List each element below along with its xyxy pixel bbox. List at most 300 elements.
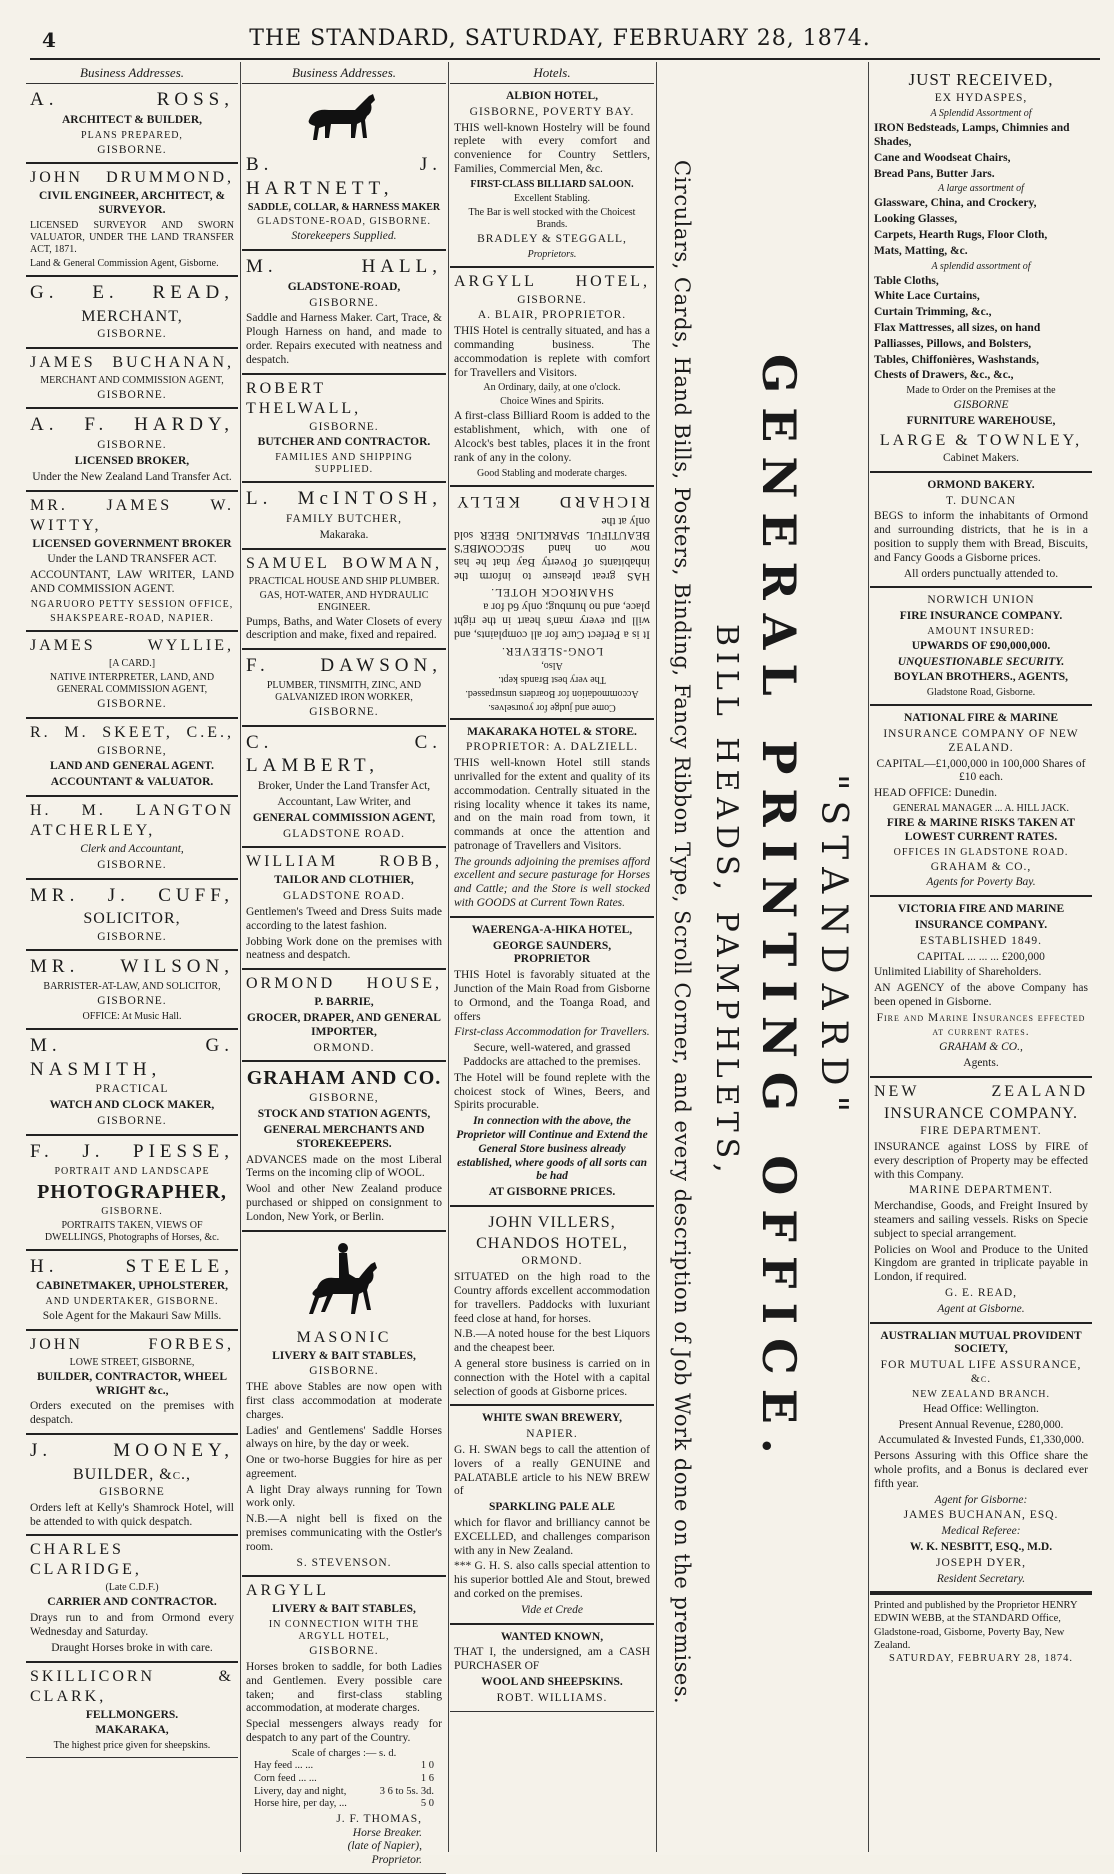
ad-line: SHAKSPEARE-ROAD, NAPIER.: [50, 612, 214, 624]
column-business-addresses-2: [242, 64, 446, 1867]
ad-line: GISBORNE.: [97, 697, 167, 710]
ad-line: It is a Perfect Cure for all complaints, and will put every man's heart in the right place, and no humbug; only 6d for a: [454, 601, 650, 641]
ad-line: LIVERY & BAIT STABLES,: [272, 1603, 416, 1616]
ad-title: RICHARD KELLY: [454, 492, 650, 510]
ad-line: AND UNDERTAKER, GISBORNE.: [45, 1296, 219, 1308]
ad-line: Pumps, Baths, and Water Closets of every description and make, fixed and repaired.: [246, 615, 442, 642]
ad-line: INSURANCE COMPANY.: [914, 919, 1048, 932]
advertisement: [450, 720, 654, 918]
ad-line: FAMILIES AND SHIPPING SUPPLIED.: [275, 452, 413, 476]
ad-title: ORMOND BAKERY.: [927, 478, 1035, 491]
ad-line: GISBORNE.: [517, 293, 587, 306]
ad-line: N.B.—A noted house for the best Liquors and the cheapest beer.: [454, 1328, 650, 1355]
advertisement: [26, 409, 238, 491]
ad-title: F. DAWSON,: [246, 655, 442, 677]
bill-heads-line: BILL HEADS, PAMPHLETS,: [709, 624, 744, 1179]
ad-title: CHARLES CLARIDGE,: [30, 1541, 142, 1579]
advertisement: [242, 848, 446, 970]
column-business-addresses-1: [26, 64, 238, 1850]
ad-line: Makaraka.: [319, 528, 369, 541]
ad-line: Agent for Gisborne:: [934, 1493, 1028, 1506]
ad-line: INSURANCE COMPANY.: [883, 1105, 1079, 1123]
ad-line: Under the New Zealand Land Transfer Act.: [32, 470, 232, 483]
ad-line: HEAD OFFICE: Dunedin.: [874, 787, 997, 800]
ad-line: GISBORNE, POVERTY BAY.: [469, 105, 635, 118]
ad-line: All orders punctually attended to.: [903, 567, 1059, 580]
advertisement: [450, 1406, 654, 1624]
ad-line: Tables, Chiffonières, Washstands,: [874, 353, 1039, 366]
imprint-date: SATURDAY, FEBRUARY 28, 1874.: [889, 1652, 1073, 1664]
printing-services-line: Circulars, Cards, Hand Bills, Posters, Binding, Fancy Ribbon Type, Scroll Corner, and every description of Job Work done on the premises.: [670, 160, 694, 1705]
ad-line: Jobbing Work done on the premises with neatness and despatch.: [246, 935, 442, 962]
ad-title: M. HALL,: [246, 256, 442, 278]
advertisement: [26, 880, 238, 952]
ad-line: WATCH AND CLOCK MAKER,: [49, 1099, 215, 1112]
ad-line: MERCHANT AND COMMISSION AGENT,: [40, 374, 224, 386]
ad-title: MR. WILSON,: [30, 956, 234, 978]
advertisement: [26, 277, 238, 349]
ad-line: GRAHAM & CO.,: [930, 860, 1032, 873]
ad-line: Choice Wines and Spirits.: [500, 396, 604, 408]
ad-title: JOHN DRUMMOND,: [30, 169, 234, 187]
ad-line: In connection with the above, the Proprietor will Continue and Extend the General Store business already established, where goods of all sorts can be had: [456, 1115, 648, 1183]
ad-line: Unlimited Liability of Shareholders.: [874, 966, 1042, 979]
rates-row: [254, 1786, 434, 1799]
ad-line: Drays run to and from Ormond every Wednesday and Saturday.: [30, 1612, 234, 1638]
ad-line: PORTRAIT AND LANDSCAPE: [54, 1165, 210, 1177]
ad-line: NATIVE INTERPRETER, LAND, AND GENERAL COMMISSION AGENT,: [49, 671, 215, 695]
ad-line: TAILOR AND CLOTHIER,: [274, 874, 414, 887]
signature-line: (late of Napier),: [347, 1840, 422, 1853]
ad-line: PROPRIETOR: A. DALZIELL.: [465, 741, 638, 754]
ad-line: Medical Referee:: [941, 1525, 1021, 1538]
rate-item: Hay feed ... ...: [254, 1760, 314, 1772]
ad-line: Persons Assuring with this Office share the whole profits, and a Bonus is declared ever fifth year.: [874, 1450, 1088, 1490]
ad-line: Ladies' and Gentlemens' Saddle Horses always on hire, by the day or week.: [246, 1424, 442, 1451]
ad-title: MR. JAMES W. WITTY,: [30, 496, 234, 534]
ad-line: Looking Glasses,: [874, 213, 958, 226]
rates-row: [254, 1798, 434, 1811]
ad-line: GISBORNE.: [101, 1205, 163, 1217]
ad-line: Made to Order on the Premises at the: [906, 385, 1056, 397]
ad-line: CAPITAL—£1,000,000 in 100,000 Shares of £10 each.: [876, 757, 1086, 784]
advertisement: [450, 487, 654, 720]
standard-title-line: "STANDARD": [813, 774, 854, 1123]
ad-line: HAS great pleasure to inform the inhabitants of Poverty Bay that he has now on hand SECCOMBE'S BEAUTIFUL SPARKLING BEER sold only at the: [454, 514, 650, 582]
ad-line: Palliasses, Pillows, and Bolsters,: [874, 337, 1032, 350]
ad-line: GISBORNE.: [97, 439, 167, 452]
ad-line: GISBORNE.: [309, 1645, 379, 1658]
ad-line: PRACTICAL HOUSE AND SHIP PLUMBER.: [248, 575, 440, 587]
ad-line: Orders left at Kelly's Shamrock Hotel, will be attended to with quick despatch.: [30, 1501, 234, 1528]
advertisement: [450, 1207, 654, 1406]
ad-title: WANTED KNOWN,: [500, 1630, 604, 1643]
ad-line: *** G. H. S. also calls special attention to his superior bottled Ale and Stout, brewed and corked on the premises.: [454, 1560, 650, 1600]
ad-line: THAT I, the undersigned, am a CASH PURCHASER OF: [454, 1646, 650, 1673]
ad-line: FELLMONGERS.: [85, 1708, 179, 1721]
ad-title: ARGYLL HOTEL,: [454, 272, 650, 290]
ad-line: The grounds adjoining the premises afford excellent and secure pasturage for Horses and Cattle; and the Store is well stocked with GOODS at Current Town Rates.: [454, 855, 650, 910]
ad-title: SAMUEL BOWMAN,: [246, 554, 442, 572]
ad-line: BUTCHER AND CONTRACTOR.: [257, 436, 431, 449]
ad-line: BUILDER, CONTRACTOR, WHEEL WRIGHT &c.,: [36, 1370, 227, 1397]
ad-line: First-class Accommodation for Travellers.: [454, 1026, 650, 1039]
advertisement: [870, 706, 1092, 897]
ad-line: NAPIER.: [526, 1428, 578, 1441]
ad-line: CIVIL ENGINEER, ARCHITECT, & SURVEYOR.: [38, 190, 226, 217]
ad-line: GENERAL MERCHANTS AND STOREKEEPERS.: [263, 1123, 425, 1150]
advertisement: [26, 164, 238, 277]
ad-line: BUILDER, &c.,: [72, 1465, 192, 1483]
ad-line: Table Cloths,: [874, 274, 939, 287]
ad-line: AMOUNT INSURED:: [927, 625, 1035, 637]
ad-line: LIVERY & BAIT STABLES,: [272, 1349, 416, 1362]
ad-line: GENERAL COMMISSION AGENT,: [252, 811, 436, 824]
ad-line: CABINETMAKER, UPHOLSTERER,: [35, 1280, 228, 1293]
ad-line: which for flavor and brilliancy cannot be EXCELLED, and challenges comparison with any in New Zealand.: [454, 1516, 650, 1557]
general-printing-office-line: GENERAL PRINTING OFFICE.: [752, 354, 806, 1468]
ad-title: R. M. SKEET, C.E.,: [30, 723, 234, 741]
advertisement: [242, 1232, 446, 1578]
advertisement: [26, 1536, 238, 1662]
ad-line: LICENSED SURVEYOR AND SWORN VALUATOR, UNDER THE LAND TRANSFER ACT, 1871.: [30, 219, 234, 255]
advertisement: [242, 1062, 446, 1231]
ad-line: GEORGE SAUNDERS, PROPRIETOR: [492, 939, 612, 966]
advertisement: [26, 632, 238, 719]
ad-line: Accountant, Law Writer, and: [277, 796, 411, 808]
ad-line: PLUMBER, TINSMITH, ZINC, AND GALVANIZED IRON WORKER,: [266, 679, 422, 703]
ad-line: OFFICE: At Music Hall.: [82, 1010, 182, 1022]
ad-line: An Ordinary, daily, at one o'clock.: [483, 382, 621, 394]
ad-line: GISBORNE.: [97, 388, 167, 401]
ad-title: MR. J. CUFF,: [30, 884, 234, 906]
ad-line: UPWARDS OF £90,000,000.: [911, 639, 1051, 652]
ad-line: ACCOUNTANT, LAW WRITER, LAND AND COMMISSION AGENT.: [30, 569, 234, 595]
ad-line: ARCHITECT & BUILDER,: [61, 113, 203, 126]
advertisement: [242, 550, 446, 651]
ad-line: Draught Horses broke in with care.: [51, 1641, 213, 1654]
ad-title: SKILLICORN & CLARK,: [30, 1667, 234, 1705]
advertisement: [26, 719, 238, 797]
ad-line: GISBORNE.: [309, 1365, 379, 1378]
column-divider: [656, 62, 657, 1852]
ad-line: P. BARRIE,: [314, 996, 374, 1009]
ad-line: THE above Stables are now open with first class accommodation at moderate charges.: [246, 1381, 442, 1421]
ad-line: N.B.—A night bell is fixed on the premises communicating with the Ostler's room.: [246, 1513, 442, 1553]
advertisement: [26, 797, 238, 880]
advertisement: [26, 1251, 238, 1331]
ad-line: Horses broken to saddle, for both Ladies and Gentlemen. Every possible care taken; and first-class stabling accommodation, at moderate charges.: [246, 1661, 442, 1715]
ad-title: JAMES WYLLIE,: [30, 636, 234, 654]
advertisement: [870, 897, 1092, 1078]
advertisement: [870, 1324, 1092, 1594]
rate-price: 1 6: [420, 1773, 434, 1785]
ad-line: Glassware, China, and Crockery,: [874, 197, 1037, 210]
advertisement: [26, 1136, 238, 1251]
ad-line: GISBORNE: [953, 399, 1009, 412]
advertisement: [450, 268, 654, 487]
ad-line: Proprietors.: [527, 248, 577, 260]
ad-line: UNQUESTIONABLE SECURITY.: [897, 655, 1065, 668]
ad-line: SHAMROCK HOTEL.: [490, 585, 614, 598]
advertisement: [870, 64, 1092, 473]
ad-line: GROCER, DRAPER, AND GENERAL IMPORTER,: [247, 1011, 441, 1038]
header-rule: [30, 58, 1100, 60]
ad-line: ROBT. WILLIAMS.: [496, 1691, 608, 1704]
ad-line: GISBORNE.: [97, 143, 167, 156]
column-advertisements-right: [870, 64, 1092, 1852]
ad-line: Broker, Under the Land Transfer Act,: [257, 780, 431, 793]
ad-line: A Splendid Assortment of: [930, 108, 1032, 120]
advertisement: [26, 1030, 238, 1136]
advertisement: [242, 483, 446, 549]
rates-row: [254, 1773, 434, 1786]
signature-line: Horse Breaker.: [352, 1826, 422, 1839]
imprint-text: Printed and published by the Proprietor HENRY EDWIN WEBB, at the STANDARD Office, Gladstone-road, Gisborne, Poverty Bay, New Zealand.: [874, 1600, 1078, 1651]
signature-line: Proprietor.: [371, 1854, 422, 1867]
ad-line: GISBORNE,: [97, 744, 167, 757]
ad-line: Land & General Commission Agent, Gisborne.: [30, 257, 219, 269]
ad-line: NEW ZEALAND BRANCH.: [912, 1388, 1050, 1400]
ad-title: JUST RECEIVED,: [908, 70, 1054, 89]
ad-line: One or two-horse Buggies for hire as per agreement.: [246, 1454, 442, 1480]
ad-line: GISBORNE.: [309, 705, 379, 718]
ad-line: GLADSTONE-ROAD,: [287, 280, 401, 293]
ad-line: MERCHANT,: [81, 307, 183, 325]
ad-line: MARINE DEPARTMENT.: [909, 1184, 1053, 1197]
column-divider: [868, 62, 869, 1852]
ad-line: ACCOUNTANT & VALUATOR.: [50, 776, 214, 789]
ad-line: Gladstone Road, Gisborne.: [926, 687, 1036, 699]
ad-line: Curtain Trimming, &c.,: [874, 306, 992, 319]
ad-title: B. J. HARTNETT,: [246, 153, 442, 199]
ad-line: Merchandise, Goods, and Freight Insured by steamers and sailing vessels. Risks on Specie subject to special arrangement.: [874, 1200, 1088, 1240]
ad-line: S. STEVENSON.: [296, 1556, 392, 1569]
ad-line: JOSEPH DYER,: [936, 1556, 1026, 1569]
ad-line: SOLICITOR,: [83, 910, 181, 928]
advertisement: [450, 84, 654, 268]
advertisement: [242, 650, 446, 727]
ad-title: ARGYLL: [246, 1582, 329, 1600]
ad-title: WHITE SWAN BREWERY,: [481, 1412, 623, 1425]
ad-title: H. STEELE,: [30, 1255, 234, 1277]
ad-line: Agents for Poverty Bay.: [926, 876, 1036, 889]
ad-line: FOR MUTUAL LIFE ASSURANCE, &c.: [880, 1359, 1082, 1385]
ad-line: BEGS to inform the inhabitants of Ormond and surrounding districts, that he is in a position to supply them with Bread, Biscuits, and Fancy Goods a Gisborne prices.: [874, 510, 1088, 564]
ad-line: Good Stabling and moderate charges.: [476, 467, 628, 479]
ad-line: INSURANCE against LOSS by FIRE of every description of Property may be effected with this Company.: [874, 1141, 1088, 1181]
ad-line: The very best Brands kept.: [498, 673, 606, 685]
ad-line: The Bar is well stocked with the Choicest Brands.: [468, 206, 636, 230]
ad-line: Resident Secretary.: [936, 1572, 1026, 1585]
ad-line: FIRE & MARINE RISKS TAKEN AT LOWEST CURRENT RATES.: [886, 817, 1076, 843]
ad-title: JOHN FORBES,: [30, 1335, 234, 1353]
ad-line: Accumulated & Invested Funds, £1,330,000.: [877, 1434, 1085, 1447]
ad-line: AN AGENCY of the above Company has been opened in Gisborne.: [874, 982, 1088, 1009]
ad-line: Present Annual Revenue, £280,000.: [898, 1418, 1064, 1431]
advertisement: [242, 727, 446, 849]
ad-line: (Late C.D.F.): [105, 1582, 159, 1594]
ad-line: ESTABLISHED 1849.: [919, 934, 1043, 947]
ad-line: LICENSED GOVERNMENT BROKER: [32, 537, 232, 550]
column-heading: Business Addresses.: [242, 64, 446, 84]
page-header: [20, 22, 1100, 58]
advertisement: [26, 84, 238, 164]
ad-line: Under the LAND TRANSFER ACT.: [47, 553, 217, 566]
rate-item: Livery, day and night,: [254, 1785, 347, 1797]
ad-line: GENERAL MANAGER ... A. HILL JACK.: [893, 803, 1069, 815]
ad-line: [A CARD.]: [108, 657, 156, 669]
ad-line: CHANDOS HOTEL,: [476, 1235, 628, 1253]
ad-line: Accommodation for Boarders unsurpassed.: [465, 687, 639, 699]
advertisement: [242, 251, 446, 375]
ad-line: Chests of Drawers, &c., &c.,: [874, 369, 1014, 382]
ad-line: GISBORNE.: [97, 995, 167, 1008]
ad-line: FAMILY BUTCHER,: [285, 512, 403, 525]
ad-line: GAS, HOT-WATER, AND HYDRAULIC ENGINEER.: [259, 589, 429, 613]
signature-line: J. F. THOMAS,: [336, 1812, 422, 1825]
ad-line: GLADSTONE ROAD.: [282, 890, 406, 903]
ad-title: M. G. NASMITH,: [30, 1034, 234, 1080]
ad-title: J. MOONEY,: [30, 1440, 234, 1462]
ad-line: Special messengers always ready for despatch to any part of the Country.: [246, 1718, 442, 1745]
ad-line: SITUATED on the high road to the Country affords excellent accommodation for travellers. Paddocks with luxuriant feed close at hand, for horses.: [454, 1271, 650, 1325]
ad-line: THIS Hotel is favorably situated at the Junction of the Main Road from Gisborne to Ormond, and the Toanga Road, and offers: [454, 969, 650, 1023]
ad-line: ORMOND.: [313, 1041, 375, 1054]
ad-line: GISBORNE.: [97, 858, 167, 871]
advertisement: [26, 1663, 238, 1759]
advertisement: [870, 1078, 1092, 1324]
rates-table: [254, 1748, 434, 1811]
advertisement: [242, 1577, 446, 1874]
ad-line: PHOTOGRAPHER,: [37, 1180, 227, 1203]
ad-line: Agent at Gisborne.: [937, 1302, 1025, 1315]
ad-line: A general store business is carried on in connection with the Hotel with a capital selection of goods at Gisborne prices.: [454, 1357, 650, 1398]
ad-line: A large assortment of: [938, 183, 1024, 195]
ad-line: LONG-SLEEVER.: [500, 644, 604, 657]
ad-title: ROBERT THELWALL,: [246, 379, 362, 417]
ad-line: Clerk and Accountant,: [80, 842, 184, 855]
ad-line: Wool and other New Zealand produce purchased or shipped on consignment to London, New York, or Berlin.: [246, 1183, 442, 1223]
ad-line: G. H. SWAN begs to call the attention of lovers of a really GENUINE and PALATABLE article to his NEW BREW of: [454, 1443, 650, 1498]
ad-line: Cabinet Makers.: [942, 451, 1019, 464]
ad-line: CAPITAL ... ... ... £200,000: [917, 950, 1045, 963]
page-number: 4: [42, 28, 56, 52]
ad-line: Come and judge for yourselves.: [488, 701, 616, 713]
advertisement: [26, 349, 238, 410]
ad-line: Head Office: Wellington.: [923, 1402, 1039, 1415]
ad-title: NEW ZEALAND: [874, 1083, 1088, 1101]
ad-title: A. F. HARDY,: [30, 414, 234, 436]
ad-line: LICENSED BROKER,: [74, 455, 190, 468]
masthead: THE STANDARD, SATURDAY, FEBRUARY 28, 1874.: [249, 26, 871, 51]
ad-line: LOWE STREET, GISBORNE,: [69, 1356, 195, 1368]
ad-line: PLANS PREPARED,: [81, 129, 183, 141]
ad-line: FIRE DEPARTMENT.: [920, 1125, 1042, 1138]
ad-line: GISBORNE.: [309, 420, 379, 433]
ad-line: Bread Pans, Butter Jars.: [874, 167, 995, 180]
ad-line: NGARUORO PETTY SESSION OFFICE,: [30, 598, 234, 610]
ad-title: WAERENGA-A-HIKA HOTEL,: [471, 923, 633, 936]
ad-line: THIS well-known Hotel still stands unrivalled for the extent and quality of its accommodation. Centrally situated in the rising locality whence it takes its name, and on the main road from town, it commands at once the attention and patronage of Travellers and Visitors.: [454, 757, 650, 852]
ad-line: GISBORNE,: [309, 1092, 379, 1105]
imprint: [870, 1593, 1092, 1669]
ad-line: Storekeepers Supplied.: [291, 230, 397, 243]
ad-title: G. E. READ,: [30, 281, 234, 303]
ad-line: GISBORNE.: [309, 296, 379, 309]
advertisement: [870, 473, 1092, 589]
ad-line: A splendid assortment of: [931, 260, 1031, 272]
ad-title: VICTORIA FIRE AND MARINE: [897, 903, 1065, 916]
ad-line: A light Dray always running for Town work only.: [246, 1483, 442, 1510]
ad-line: THIS Hotel is centrally situated, and has a commanding business. The accommodation is replete with comfort for Travellers and Visitors.: [454, 325, 650, 379]
ad-line: Cane and Woodseat Chairs,: [874, 151, 1011, 164]
ad-line: Saddle and Harness Maker. Cart, Trace, & Plough Harness on hand, and made to order. Repairs executed with neatness and despatch.: [246, 312, 442, 366]
printing-office-advertisement: [658, 64, 866, 1854]
ad-title: A. ROSS,: [30, 89, 234, 110]
ad-line: W. K. NESBITT, ESQ., M.D.: [909, 1540, 1053, 1553]
ad-line: GLADSTONE-ROAD, GISBORNE.: [257, 216, 431, 228]
column-divider: [448, 62, 449, 1852]
ad-line: White Lace Curtains,: [874, 290, 980, 303]
advertisement: [26, 1331, 238, 1435]
advertisement: [26, 951, 238, 1030]
ad-line: The highest price given for sheepskins.: [53, 1740, 211, 1752]
rate-item: Horse hire, per day, ...: [254, 1798, 347, 1810]
ad-title: ALBION HOTEL,: [505, 90, 599, 102]
ad-line: Excellent Stabling.: [513, 192, 591, 204]
ad-line: GISBORNE.: [97, 327, 167, 340]
ad-line: JAMES BUCHANAN, ESQ.: [903, 1509, 1059, 1522]
ad-line: EX HYDASPES,: [934, 92, 1028, 105]
ad-line: Orders executed on the premises with despatch.: [30, 1400, 234, 1427]
ad-title: AUSTRALIAN MUTUAL PROVIDENT SOCIETY,: [880, 1329, 1082, 1356]
ad-line: Vide et Crede: [521, 1603, 583, 1616]
ad-line: LARGE & TOWNLEY,: [879, 431, 1083, 449]
ad-line: PRACTICAL: [95, 1083, 169, 1096]
ad-line: A first-class Billiard Room is added to the establishment, which, with one of Alcock's best tables, places it in the front rank of any in the colony.: [454, 410, 650, 464]
ad-line: Agents.: [963, 1057, 999, 1070]
ad-line: SADDLE, COLLAR, & HARNESS MAKER: [247, 202, 441, 214]
horse-illustration: [299, 90, 389, 146]
rate-price: 3 6 to 5s. 3d.: [379, 1785, 434, 1797]
ad-title: F. J. PIESSE,: [30, 1140, 234, 1162]
ad-line: FIRE INSURANCE COMPANY.: [899, 610, 1063, 623]
column-divider: [240, 62, 241, 1852]
ad-line: Policies on Wool and Produce to the United Kingdom are granted in triplicate payable in London, if required.: [874, 1243, 1088, 1284]
column-hotels: [450, 64, 654, 1850]
rates-row: [254, 1760, 434, 1773]
rider-illustration: [299, 1240, 389, 1320]
ad-line: Secure, well-watered, and grassed Paddocks are attached to the premises.: [463, 1042, 641, 1069]
ad-line: PORTRAITS TAKEN, VIEWS OF DWELLINGS, Photographs of Horses, &c.: [44, 1219, 220, 1243]
ad-line: GRAHAM & CO.,: [939, 1041, 1023, 1054]
ad-line: FIRST-CLASS BILLIARD SALOON.: [470, 178, 634, 190]
ad-line: Flax Mattresses, all sizes, on hand: [874, 321, 1041, 334]
ad-line: G. E. READ,: [944, 1286, 1017, 1299]
column-heading: Business Addresses.: [26, 64, 238, 84]
ad-line: Fire and Marine Insurances effected at current rates.: [876, 1011, 1086, 1038]
ad-line: ORMOND.: [521, 1255, 583, 1268]
advertisement: [450, 1625, 654, 1712]
ad-title: GRAHAM AND CO.: [246, 1067, 442, 1090]
rate-price: 5 0: [420, 1798, 434, 1810]
ad-line: INSURANCE COMPANY OF NEW ZEALAND.: [883, 728, 1079, 754]
ad-line: OFFICES IN GLADSTONE ROAD.: [893, 846, 1069, 858]
ad-line: BOYLAN BROTHERS., AGENTS,: [893, 671, 1069, 684]
ad-title: ORMOND HOUSE,: [246, 975, 442, 993]
ad-line: GISBORNE: [99, 1485, 165, 1498]
